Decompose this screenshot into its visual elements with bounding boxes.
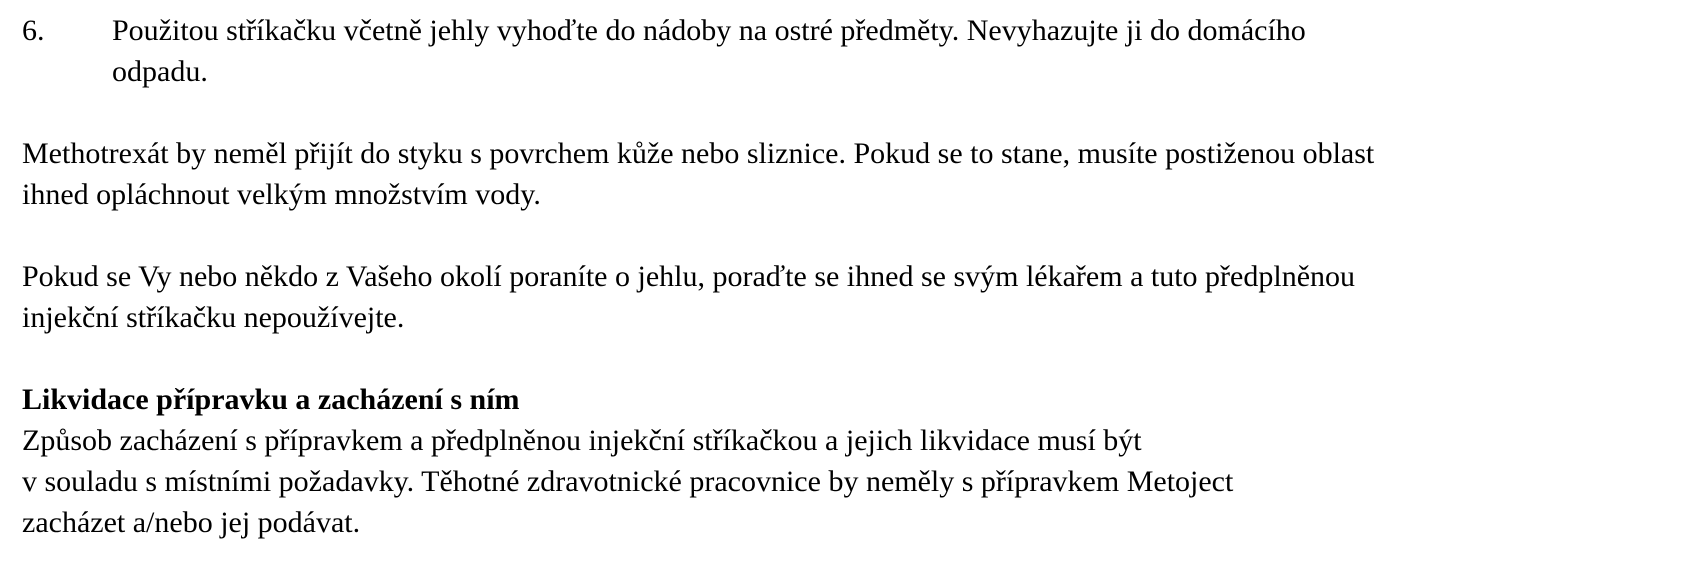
spacer xyxy=(22,338,1665,379)
paragraph-skin-contact: Methotrexát by neměl přijít do styku s povrchem kůže nebo sliznice. Pokud se to stane, musíte postiženou oblast ihned opláchnout velkým množstvím vody. xyxy=(22,137,1375,211)
paragraph-needle-injury: Pokud se Vy nebo někdo z Vašeho okolí poraníte o jehlu, poraďte se ihned se svým lékařem a tuto předplněnou injekční stříkačku nepoužívejte. xyxy=(22,260,1356,334)
section-line-1: Způsob zacházení s přípravkem a předplněnou injekční stříkačkou a jejich likvidace musí být xyxy=(22,424,1142,457)
section-line-3: zacházet a/nebo jej podávat. xyxy=(22,506,361,539)
section-line-2: v souladu s místními požadavky. Těhotné zdravotnické pracovnice by neměly s přípravkem Metoject xyxy=(22,465,1234,498)
section-heading-disposal: Likvidace přípravku a zacházení s ním xyxy=(22,383,520,416)
list-item xyxy=(22,10,1665,92)
list-item-text: Použitou stříkačku včetně jehly vyhoďte do nádoby na ostré předměty. Nevyhazujte ji do domácího odpadu. xyxy=(112,14,1306,88)
list-item-number: 6. xyxy=(22,14,45,47)
spacer xyxy=(22,92,1665,133)
spacer xyxy=(22,215,1665,256)
